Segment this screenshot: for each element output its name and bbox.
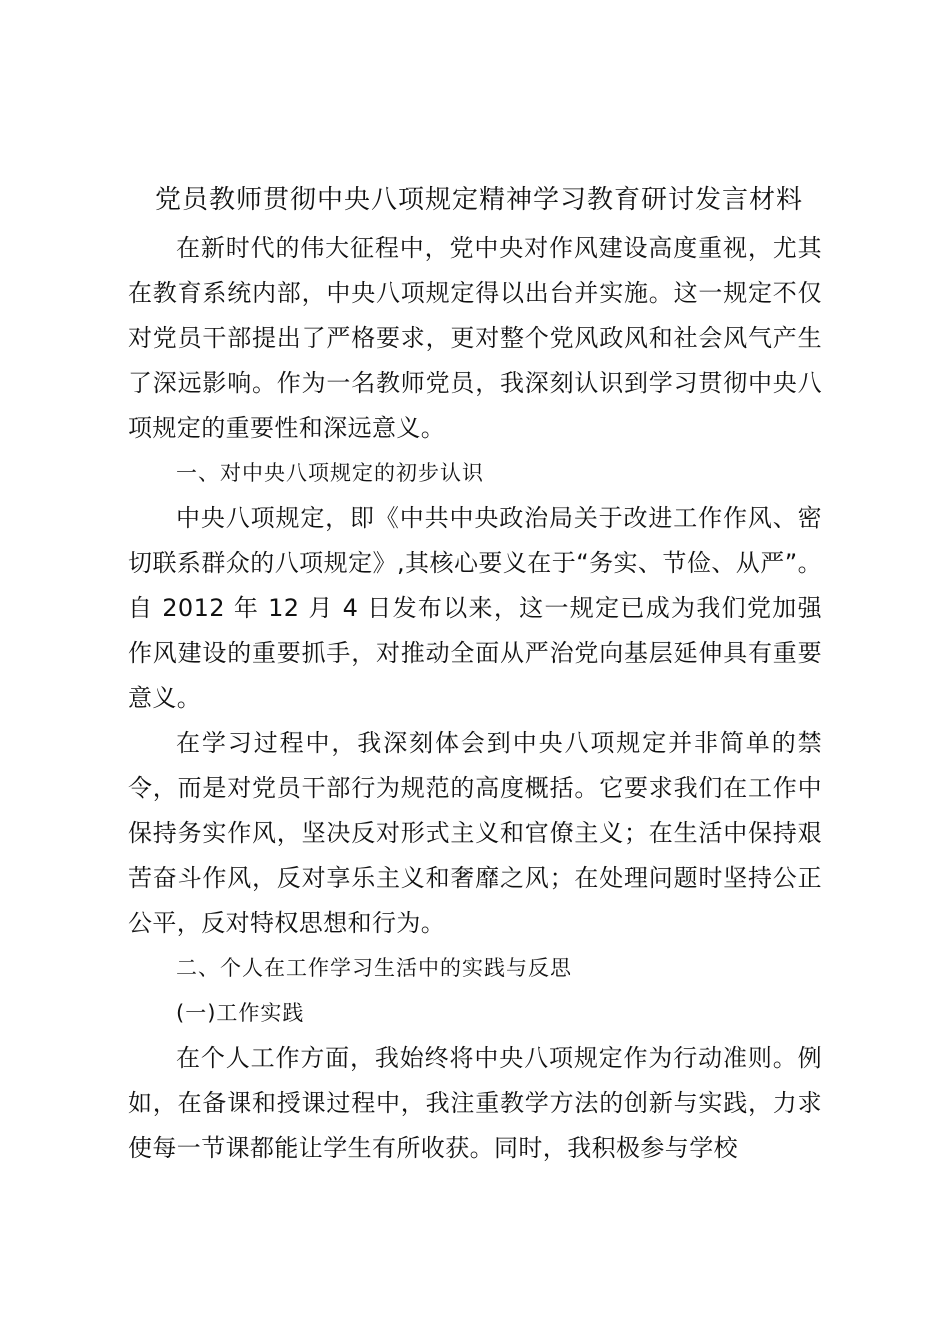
section-heading-1: 一、对中央八项规定的初步认识 (176, 461, 484, 485)
document-title: 党员教师贯彻中央八项规定精神学习教育研讨发言材料 (154, 185, 803, 215)
subsection-heading: (一)工作实践 (176, 1001, 305, 1025)
body-paragraph: 在学习过程中，我深刻体会到中央八项规定并非简单的禁令，而是对党员干部行为规范的高度概括。它要求我们在工作中保持务实作风，坚决反对形式主义和官僚主义；在生活中保持艰苦奋斗作风，反对享乐主义和奢靡之风；在处理问题时坚持公正公平，反对特权思想和行为。 (128, 729, 822, 937)
intro-paragraph: 在新时代的伟大征程中，党中央对作风建设高度重视，尤其在教育系统内部，中央八项规定得以出台并实施。这一规定不仅对党员干部提出了严格要求，更对整个党风政风和社会风气产生了深远影响。作为一名教师党员，我深刻认识到学习贯彻中央八项规定的重要性和深远意义。 (128, 234, 822, 442)
document-body (128, 226, 822, 1171)
body-paragraph: 在个人工作方面，我始终将中央八项规定作为行动准则。例如，在备课和授课过程中，我注重教学方法的创新与实践，力求使每一节课都能让学生有所收获。同时，我积极参与学校 (128, 1044, 822, 1162)
section-heading-2: 二、个人在工作学习生活中的实践与反思 (176, 956, 572, 980)
body-paragraph: 中央八项规定，即《中共中央政治局关于改进工作作风、密切联系群众的八项规定》,其核心要义在于“务实、节俭、从严”。自 2012 年 12 月 4 日发布以来，这一规定已成为我们党加强作风建设的重要抓手，对推动全面从严治党向基层延伸具有重要意义。 (128, 504, 822, 712)
